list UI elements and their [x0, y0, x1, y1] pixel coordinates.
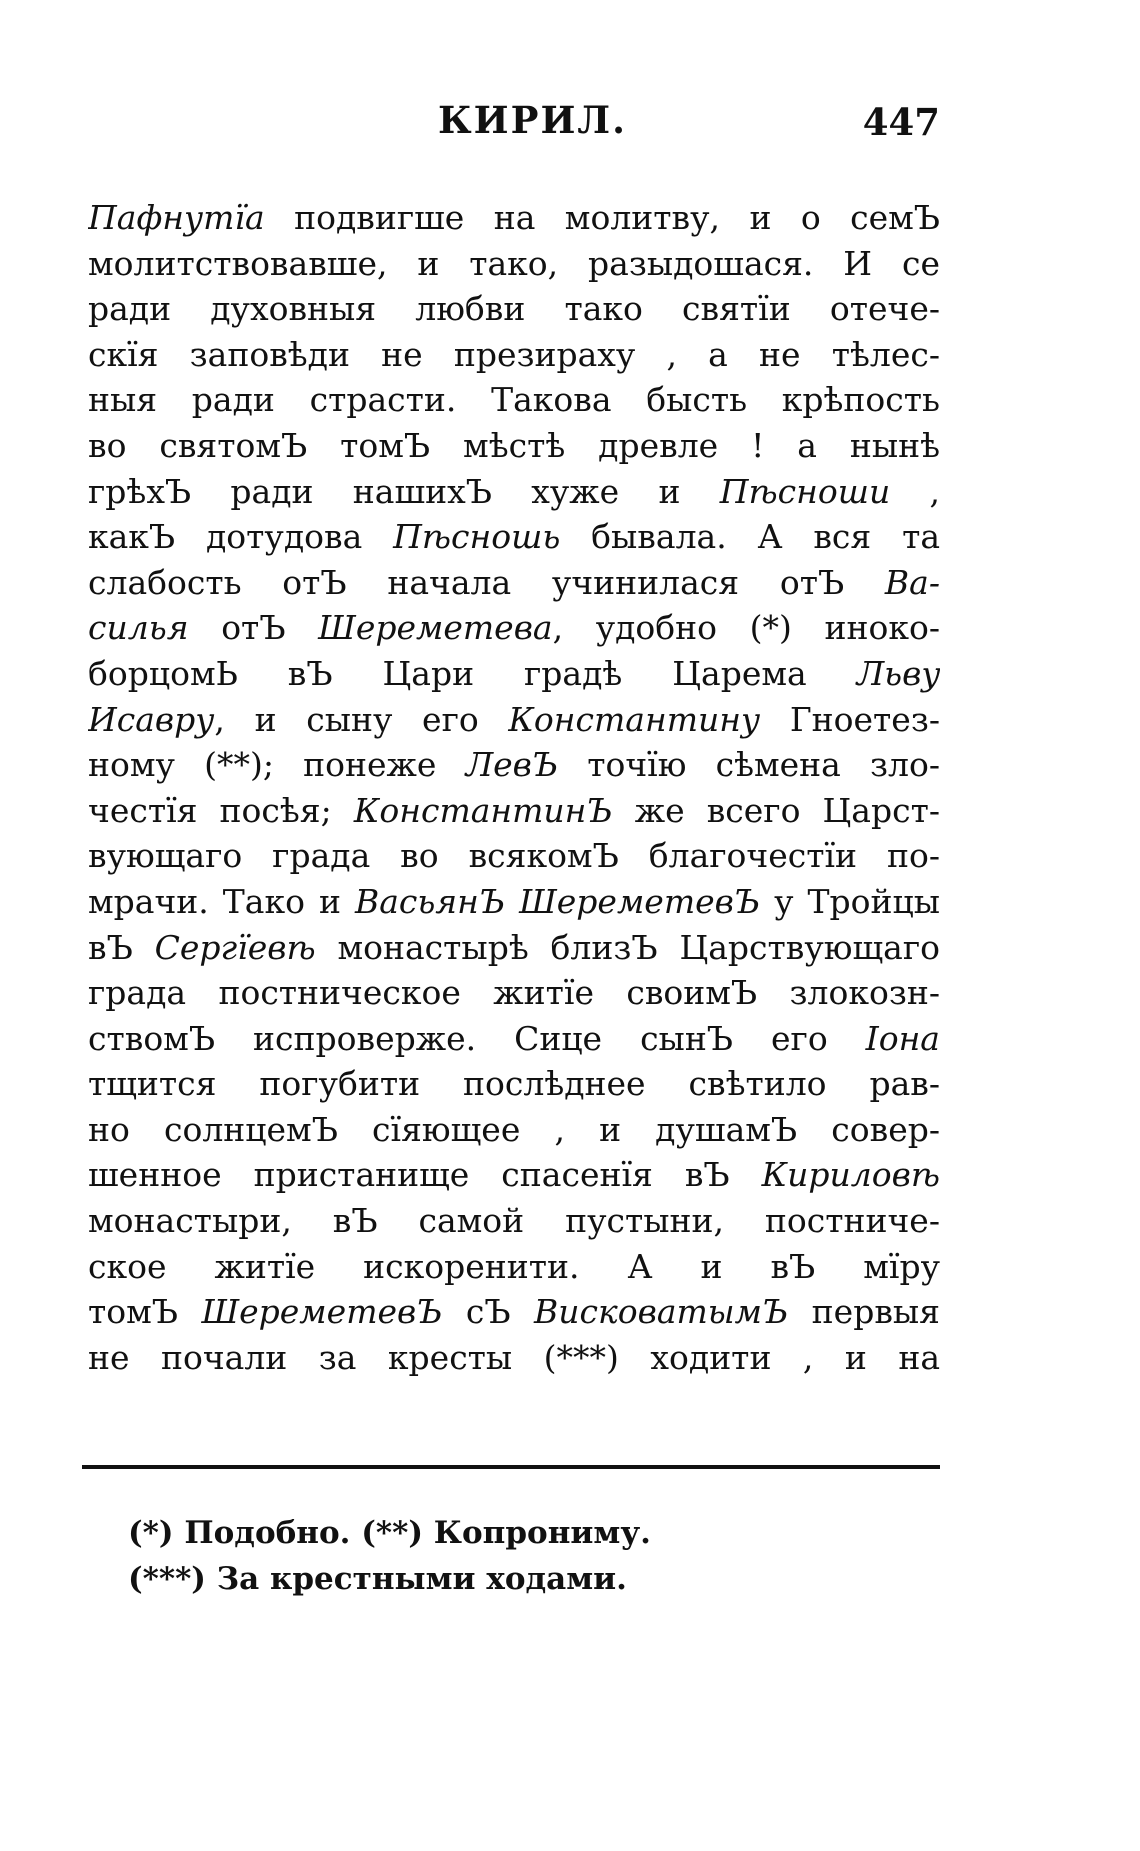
text-line: [88, 788, 940, 834]
text-line: [88, 651, 940, 697]
text-segment: ныя ради страсти. Такова бысть крѣпость: [88, 380, 940, 420]
text-segment: но солнцемЪ сїяющее , и душамЪ совер-: [88, 1109, 940, 1149]
text-line: [88, 697, 940, 743]
text-line: [88, 195, 940, 241]
text-segment: первыя: [788, 1292, 940, 1332]
text-segment: ,: [890, 471, 940, 511]
italic-name: ШереметевЪ: [201, 1292, 443, 1332]
text-line: [88, 423, 940, 469]
italic-name: ВисковатымЪ: [534, 1292, 789, 1332]
text-line: [88, 241, 940, 287]
text-segment: шенное пристанище спасенїя вЪ: [88, 1155, 762, 1195]
text-segment: Гноетез-: [760, 699, 940, 739]
text-line: [88, 879, 940, 925]
italic-name: Шереметева: [318, 608, 553, 648]
text-line: [88, 469, 940, 515]
text-segment: монастыри, вЪ самой пустыни, постниче-: [88, 1201, 940, 1241]
text-line: [88, 514, 940, 560]
text-line: [88, 605, 940, 651]
text-segment: подвигше на молитву, и о семЪ: [264, 198, 940, 237]
italic-name: Львy: [856, 653, 940, 693]
text-segment: ствомЪ испроверже. Сице сынЪ его: [88, 1018, 866, 1058]
text-segment: мрачи. Тако и: [88, 881, 355, 921]
footnotes: [128, 1510, 888, 1602]
text-segment: монастырѣ близЪ Царствующаго: [315, 927, 940, 967]
text-line: [88, 1061, 940, 1107]
italic-name: ЛевЪ: [465, 745, 559, 785]
text-segment: , и сыну его: [214, 699, 509, 739]
text-line: [88, 1198, 940, 1244]
text-line: [88, 1016, 940, 1062]
text-segment: не почали за кресты (***) ходити , и на: [88, 1337, 940, 1377]
italic-name: Іона: [865, 1018, 940, 1058]
text-line: [88, 560, 940, 606]
page-number: 447: [862, 100, 940, 144]
text-segment: точїю сѣмена зло-: [558, 745, 940, 785]
text-segment: честїя посѣя;: [88, 790, 354, 830]
text-segment: бывала. А вся та: [560, 517, 940, 557]
text-segment: тщится погубити послѣднее свѣтило рав-: [88, 1064, 940, 1104]
text-segment: какЪ дотудова: [88, 517, 394, 557]
text-segment: во святомЪ томЪ мѣстѣ древле ! а нынѣ: [88, 425, 940, 465]
text-line: [88, 925, 940, 971]
italic-name: Пѣсношь: [393, 517, 561, 557]
text-line: [88, 1289, 940, 1335]
text-segment: ское житїе искоренити. А и вЪ мїру: [88, 1246, 940, 1286]
italic-name: Ва-: [884, 562, 940, 602]
footnote-line: (***) За крестными ходами.: [128, 1561, 627, 1597]
text-segment: молитствовавше, и тако, разыдошася. И се: [88, 243, 940, 283]
text-line: [88, 833, 940, 879]
text-line: [88, 1244, 940, 1290]
body-text: [88, 195, 940, 1380]
text-line: [88, 332, 940, 378]
text-line: [88, 286, 940, 332]
text-line: [88, 377, 940, 423]
text-segment: града постническое житїе своимЪ злокозн-: [88, 973, 940, 1013]
text-line: [88, 1152, 940, 1198]
text-segment: же всего Царст-: [612, 790, 940, 830]
italic-name: ВасьянЪ ШереметевЪ: [354, 881, 761, 921]
text-segment: у Тройцы: [760, 881, 940, 921]
italic-name: Сергїевѣ: [154, 927, 316, 967]
text-segment: вЪ: [88, 927, 155, 967]
italic-name: силья: [88, 608, 189, 648]
text-segment: слабость отЪ начала учинилася отЪ: [88, 562, 885, 602]
text-segment: , удобно (*) иноко-: [552, 608, 940, 648]
text-segment: вующаго града во всякомЪ благочестїи по-: [88, 836, 940, 876]
italic-name: Константину: [508, 699, 761, 739]
italic-name: Исавру: [88, 699, 215, 739]
text-segment: борцомЬ вЪ Цари градѣ Царема: [88, 653, 857, 693]
text-line: [88, 970, 940, 1016]
italic-name: Пѣсноши: [719, 471, 891, 511]
footnote-line: (*) Подобно. (**) Копрониму.: [128, 1515, 651, 1551]
text-line: [88, 1335, 940, 1381]
footnote-separator-rule: [82, 1465, 940, 1469]
text-segment: сЪ: [442, 1292, 535, 1332]
italic-name: Кириловѣ: [761, 1155, 940, 1195]
text-segment: грѣхЪ ради нашихЪ хуже и: [88, 471, 720, 511]
running-head: КИРИЛ.: [438, 98, 627, 142]
italic-name: КонстантинЪ: [353, 790, 613, 830]
italic-name: Пафнутїа: [88, 198, 265, 237]
page-header: [88, 98, 940, 158]
text-segment: томЪ: [88, 1292, 202, 1332]
text-segment: отЪ: [188, 608, 319, 648]
text-segment: скїя заповѣди не презираху , а не тѣлес-: [88, 334, 940, 374]
text-line: [88, 742, 940, 788]
text-line: [88, 1107, 940, 1153]
text-segment: ради духовныя любви тако святїи отече-: [88, 289, 940, 329]
text-segment: ному (**); понеже: [88, 745, 466, 785]
